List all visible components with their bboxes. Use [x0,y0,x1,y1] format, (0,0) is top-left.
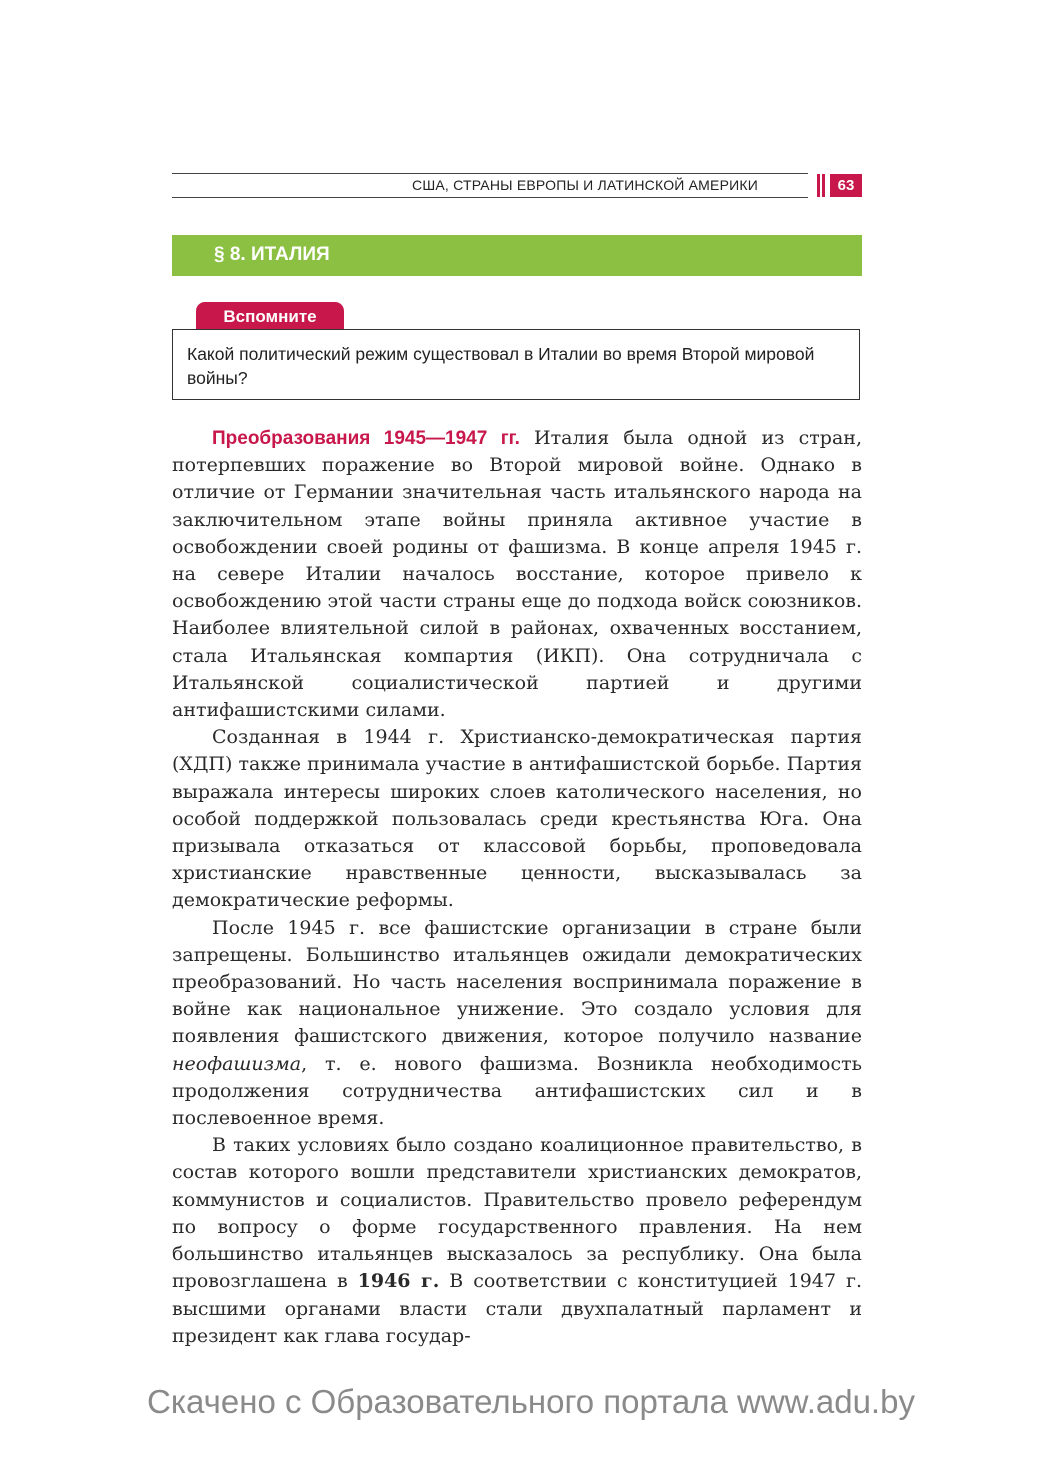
paragraph-4 [172,1132,862,1350]
body-text [172,425,862,1350]
section-title-bar [172,235,862,276]
watermark: Скачено с Образовательного портала www.adu.by [147,1383,915,1420]
recall-question: Какой политический режим существовал в Италии во время Второй мировой войны? [187,344,815,388]
section-title: § 8. ИТАЛИЯ [214,244,330,265]
paragraph-2: Созданная в 1944 г. Христианско-демократическая партия (ХДП) также принимала участие в антифашистской борьбе. Партия выражала интересы широких слоев католического населения, но особой поддержкой пользовалась среди крестьянства Юга. Она призывала отказаться от классовой борьбы, проповедовала христианские нравственные ценности, высказывалась за демократические реформы. [172,726,862,912]
recall-label: Вспомните [196,302,344,330]
paragraph-1-text: Италия была одной из стран, потерпевших поражение во Второй мировой войне. Однако в отличие от Германии значительная часть итальянского народа на заключительном этапе войны приняла активное участие в освобождении своей родины от фашизма. В конце апреля 1945 г. на севере Италии началось восстание, которое привело к освобождению этой части страны еще до подхода войск союзников. Наиболее влиятельной силой в районах, охваченных восстанием, стала Итальянская компартия (ИКП). Она сотрудничала с Итальянской социалистической партией и другими антифашистскими силами. [172,427,862,722]
paragraph-3-text-b: , т. е. нового фашизма. Возникла необходимость продолжения сотрудничества антифашистских сил и в послевоенное время. [172,1052,862,1130]
running-header [172,173,862,199]
term-neofascism: неофашизма [172,1052,302,1075]
paragraph-3 [172,915,862,1133]
paragraph-4-text-b: В соответствии с конституцией 1947 г. высшими органами власти стали двухпалатный парламент и президент как глава государ- [172,1270,862,1347]
header-rule-top [172,173,808,174]
paragraph-3-text-a: После 1945 г. все фашистские организации в стране были запрещены. Большинство итальянцев ожидали демократических преобразований. Но часть населения воспринимала поражение в войне как национальное унижение. Это создало условия для появления фашистского движения, которое получило название [172,916,862,1048]
page-number: 63 [830,174,862,197]
running-title: США, СТРАНЫ ЕВРОПЫ И ЛАТИНСКОЙ АМЕРИКИ [412,177,758,193]
year-1946: 1946 г. [357,1270,440,1293]
paragraph-heading: Преобразования 1945—1947 гг. [212,428,520,449]
recall-box [172,329,860,400]
header-accent-bars [817,174,827,197]
paragraph-4-text-a: В таких условиях было создано коалиционное правительство, в состав которого вошли представители христианских демократов, коммунистов и социалистов. Правительство провело референдум по вопросу о форме государственного правления. На нем большинство итальянцев высказалось за республику. Она была провозглашена в [172,1134,862,1293]
paragraph-1 [172,425,862,724]
header-rule-bottom [172,197,808,198]
